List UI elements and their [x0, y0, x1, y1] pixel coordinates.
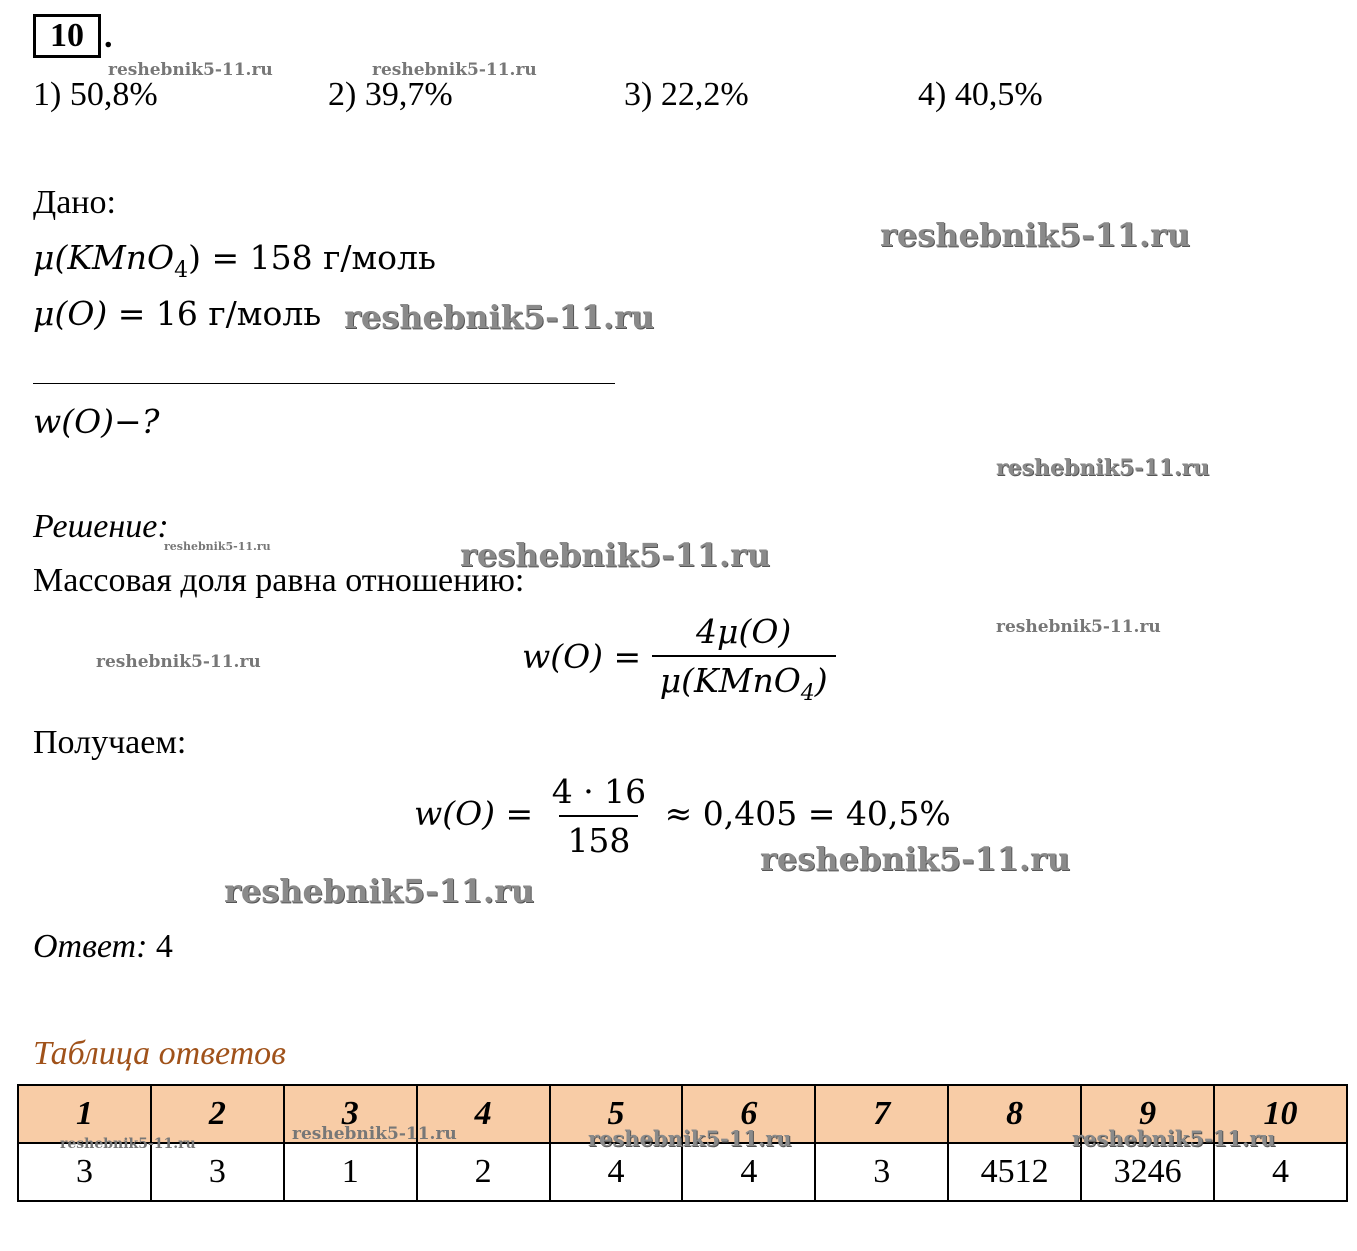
watermark: reshebnik5-11.ru: [108, 60, 273, 80]
given-line-1-value: = 158 г/моль: [211, 238, 436, 277]
table-value-cell: 1: [284, 1143, 417, 1201]
table-header-cell: 9: [1081, 1085, 1214, 1143]
table-value-cell: 4: [1214, 1143, 1347, 1201]
formula-1-lhs: w(O) =: [522, 637, 642, 676]
formula-1-numerator: 4μ(O): [696, 612, 792, 651]
answer-line: [33, 928, 173, 966]
formula-2-denominator: 158: [559, 815, 638, 860]
given-heading: Дано:: [33, 184, 116, 221]
watermark: reshebnik5-11.ru: [96, 652, 261, 672]
watermark: reshebnik5-11.ru: [996, 455, 1210, 481]
watermark: reshebnik5-11.ru: [224, 872, 535, 910]
watermark: reshebnik5-11.ru: [1072, 1126, 1276, 1151]
answer-value: 4: [155, 928, 173, 965]
formula-1-denominator: μ(KMnO$_4$): [652, 655, 836, 706]
given-mu-o: μ(O): [33, 294, 108, 333]
option-4: 4) 40,5%: [918, 76, 1043, 113]
table-header-cell: 5: [550, 1085, 683, 1143]
table-value-cell: 4512: [948, 1143, 1081, 1201]
watermark: reshebnik5-11.ru: [880, 216, 1191, 254]
table-header-cell: 3: [284, 1085, 417, 1143]
given-mu-open: μ(: [33, 238, 68, 277]
solution-heading: Решение:: [33, 508, 169, 545]
option-2: 2) 39,7%: [328, 76, 453, 113]
table-header-cell: 8: [948, 1085, 1081, 1143]
watermark: reshebnik5-11.ru: [164, 540, 271, 553]
given-line-1: [33, 238, 436, 283]
formula-2-result: ≈ 0,405 = 40,5%: [664, 794, 951, 833]
solution-text-2: Получаем:: [33, 724, 187, 761]
answers-table-title: Таблица ответов: [33, 1035, 286, 1072]
problem-number-dot: .: [104, 18, 113, 55]
given-divider: [33, 383, 615, 384]
problem-number: 10: [33, 14, 101, 58]
option-1: 1) 50,8%: [33, 76, 158, 113]
table-header-cell: 2: [151, 1085, 284, 1143]
given-kmno-sub: 4: [174, 258, 189, 283]
formula-1-fraction: [652, 612, 836, 706]
unknown-quantity: w(O)−?: [33, 402, 160, 441]
table-value-cell: 4: [682, 1143, 815, 1201]
given-kmno: KMnO: [67, 238, 175, 277]
watermark: reshebnik5-11.ru: [460, 536, 771, 574]
table-value-cell: 3: [151, 1143, 284, 1201]
table-value-cell: 2: [417, 1143, 550, 1201]
table-header-cell: 7: [815, 1085, 948, 1143]
table-value-cell: 3246: [1081, 1143, 1214, 1201]
table-value-cell: 3: [815, 1143, 948, 1201]
table-header-cell: 10: [1214, 1085, 1347, 1143]
formula-2-fraction: [544, 772, 654, 860]
option-3: 3) 22,2%: [624, 76, 749, 113]
solution-text-1: Массовая доля равна отношению:: [33, 562, 525, 599]
table-header-cell: 6: [682, 1085, 815, 1143]
answer-label: Ответ:: [33, 928, 148, 965]
table-header-cell: 1: [18, 1085, 151, 1143]
table-value-cell: 4: [550, 1143, 683, 1201]
watermark: reshebnik5-11.ru: [372, 60, 537, 80]
formula-1: [522, 612, 836, 706]
formula-2-numerator: 4 · 16: [551, 772, 647, 811]
watermark: reshebnik5-11.ru: [760, 840, 1071, 878]
answers-table-value-row: [18, 1143, 1347, 1201]
watermark: reshebnik5-11.ru: [344, 298, 655, 336]
given-line-2: [33, 294, 321, 333]
watermark: reshebnik5-11.ru: [588, 1126, 792, 1151]
formula-2-lhs: w(O) =: [414, 794, 534, 833]
table-value-cell: 3: [18, 1143, 151, 1201]
given-mu-close: ): [188, 238, 201, 277]
watermark: reshebnik5-11.ru: [292, 1124, 457, 1144]
watermark: reshebnik5-11.ru: [996, 617, 1161, 637]
table-header-cell: 4: [417, 1085, 550, 1143]
watermark: reshebnik5-11.ru: [60, 1136, 196, 1152]
given-line-2-value: = 16 г/моль: [117, 294, 322, 333]
